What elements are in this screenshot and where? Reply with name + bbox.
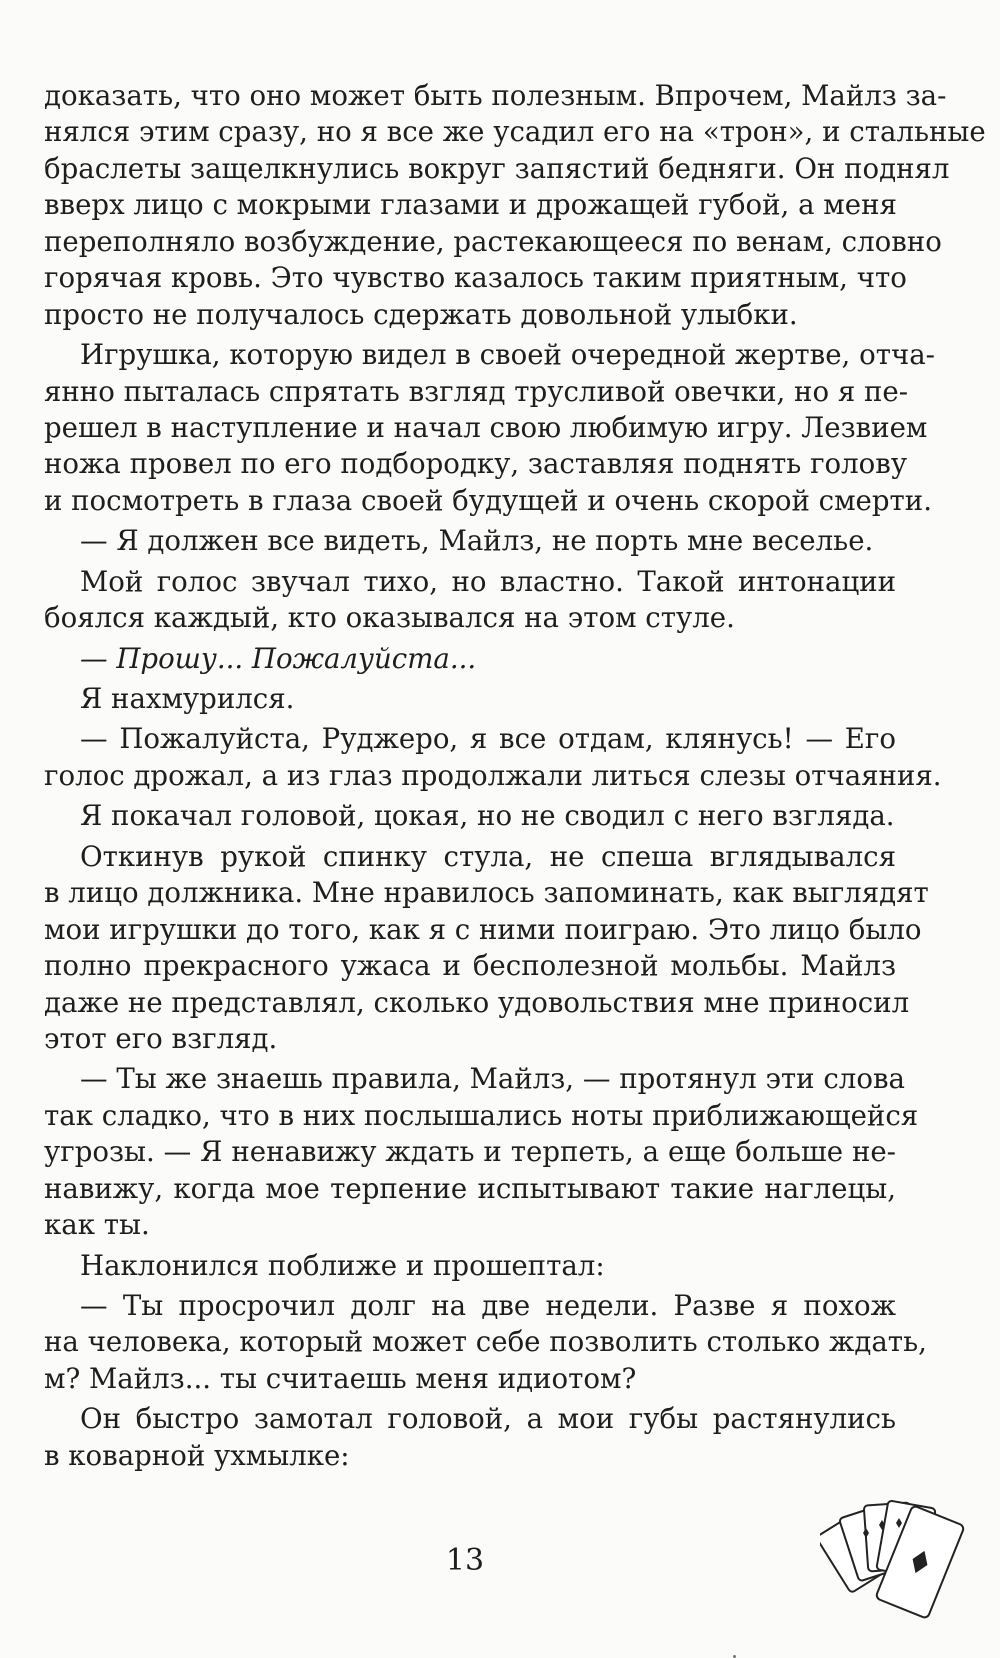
text-line: боялся каждый, кто оказывался на этом стуле. <box>44 601 735 635</box>
paragraph <box>44 78 986 333</box>
text-line: в лицо должника. Мне нравилось запоминать, как выглядят <box>44 876 929 910</box>
text-line: доказать, что оно может быть полезным. Впрочем, Майлз за- <box>44 79 947 112</box>
text-line: как ты. <box>44 1208 150 1242</box>
text-line: на человека, который может себе позволить столько ждать, <box>44 1325 927 1359</box>
paragraph <box>44 641 896 677</box>
text-line: Откинув рукой спинку стула, не спеша вглядывался <box>80 839 896 873</box>
paragraph <box>44 839 929 1058</box>
text-line: вверх лицо с мокрыми глазами и дрожащей губой, а меня <box>44 188 897 222</box>
text-line: угрозы. — Я ненавижу ждать и терпеть, а еще больше не- <box>44 1135 896 1169</box>
text-line: браслеты защелкнулись вокруг запястий бедняги. Он поднял <box>44 151 950 185</box>
text-line: Игрушка, которую видел в своей очередной жертве, отча- <box>80 338 935 372</box>
page-body <box>44 78 986 1474</box>
text-line: — Я должен все видеть, Майлз, не порть мне веселье. <box>80 524 874 558</box>
text-line: — Пожалуйста, Руджеро, я все отдам, клянусь! — Его <box>80 722 896 756</box>
text-line: Мой голос звучал тихо, но властно. Такой интонации <box>80 564 896 598</box>
paragraph <box>44 721 942 794</box>
text-line: просто не получалось сдержать довольной улыбки. <box>44 297 798 331</box>
text-line: — Прошу... Пожалуйста... <box>80 641 477 675</box>
text-line: Наклонился поближе и прошептал: <box>80 1248 605 1282</box>
text-line: решел в наступление и начал свою любимую игру. Лезвием <box>44 410 928 444</box>
text-line: этот его взгляд. <box>44 1021 278 1055</box>
playing-cards-icon <box>820 1490 970 1640</box>
text-line: янно пыталась спрятать взгляд трусливой овечки, но я пе- <box>44 374 909 408</box>
paragraph <box>44 681 896 717</box>
text-line: полно прекрасного ужаса и бесполезной мольбы. Майлз <box>44 949 896 983</box>
paragraph <box>44 1401 896 1474</box>
paragraph <box>44 1248 896 1284</box>
page-number: 13 <box>445 1543 485 1578</box>
text-line: в коварной ухмылке: <box>44 1438 350 1472</box>
text-line: Он быстро замотал головой, а мои губы растянулись <box>80 1402 896 1436</box>
text-line: голос дрожал, а из глаз продолжали литься слезы отчаяния. <box>44 758 942 792</box>
text-line: переполняло возбуждение, растекающееся по венам, словно <box>44 224 942 258</box>
text-line: м? Майлз... ты считаешь меня идиотом? <box>44 1361 637 1395</box>
text-line: даже не представлял, сколько удовольствия мне приносил <box>44 985 910 1019</box>
text-line: нялся этим сразу, но я все же усадил его на «трон», и стальные <box>44 115 986 149</box>
text-line: так сладко, что в них послышались ноты приближающейся <box>44 1098 919 1132</box>
text-line: ножа провел по его подбородку, заставляя поднять голову <box>44 447 908 481</box>
paragraph <box>44 564 896 637</box>
text-line: Я нахмурился. <box>80 682 295 715</box>
paragraph <box>44 798 896 834</box>
paragraph <box>44 1061 919 1243</box>
text-line: — Ты просрочил долг на две недели. Разве я похож <box>80 1289 896 1322</box>
paragraph <box>44 523 896 559</box>
paragraph <box>44 1288 927 1397</box>
paragraph <box>44 337 935 519</box>
text-line: и посмотреть в глаза своей будущей и очень скорой смерти. <box>44 483 932 517</box>
text-line: навижу, когда мое терпение испытывают такие наглецы, <box>44 1171 896 1205</box>
text-line: мои игрушки до того, как я с ними поиграю. Это лицо было <box>44 912 922 946</box>
text-line: — Ты же знаешь правила, Майлз, — протянул эти слова <box>80 1062 905 1096</box>
text-line: горячая кровь. Это чувство казалось таким приятным, что <box>44 261 907 295</box>
text-line: Я покачал головой, цокая, но не сводил с него взгляда. <box>80 799 895 833</box>
